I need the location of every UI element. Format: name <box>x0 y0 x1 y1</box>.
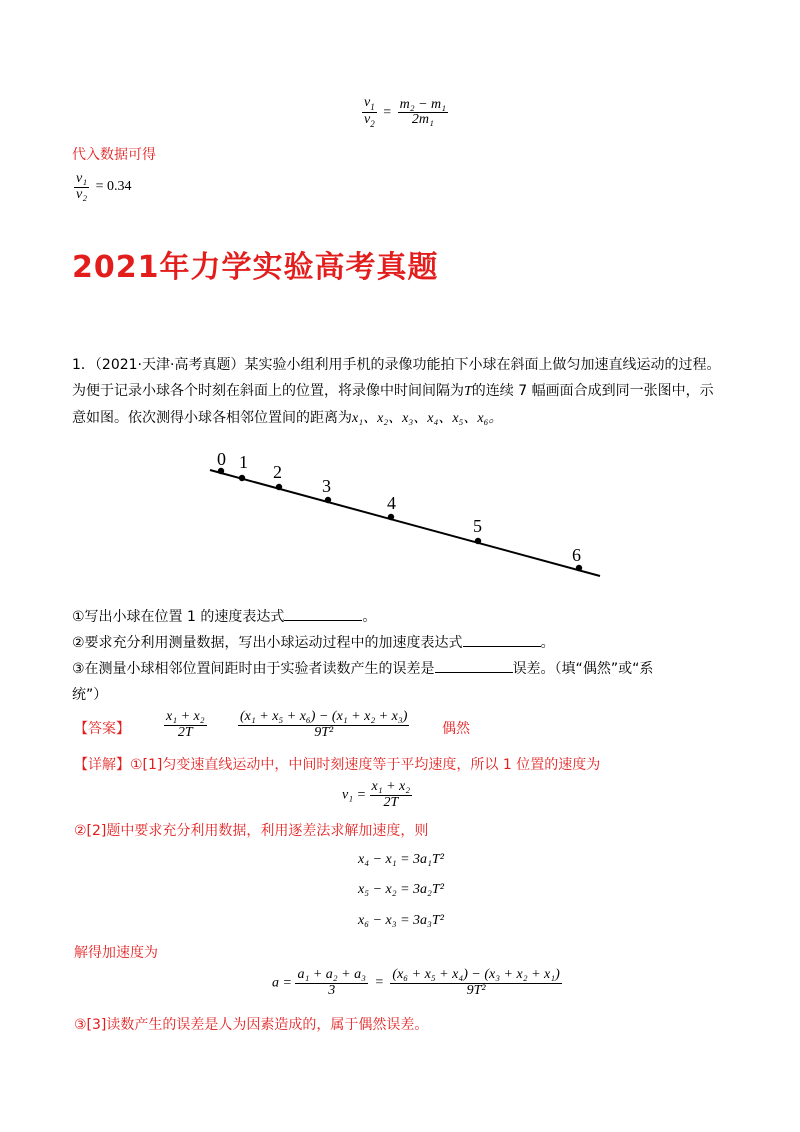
detail-p3: ③[3]读数产生的误差是人为因素造成的，属于偶然误差。 <box>74 1017 429 1033</box>
label-2: 2 <box>273 462 282 482</box>
incline-line <box>210 470 600 576</box>
answer-2: $\frac{\text{(x₁ + x₅ + x₆) − (x₁ + x₂ + x₃)}}{\text{9T²}}$ <box>240 709 408 740</box>
answer-blank-1[interactable] <box>284 606 362 621</box>
label-6: 6 <box>572 545 581 565</box>
ratio-equation: $\frac{v_1}{v_2}$ = $\frac{\text{m₂ − m₁}}{\text{2m₁}}$ <box>364 95 447 130</box>
answer-1: $\frac{\text{x₁ + x₂}}{2T}$ <box>166 709 205 740</box>
label-0: 0 <box>217 449 226 469</box>
substitute-text: 代入数据可得 <box>72 147 156 163</box>
v1-equation: v₁ = $\frac{\text{x₁ + x₂}}{2T}$ <box>342 779 411 810</box>
ball-position-6 <box>576 565 582 571</box>
solve-text: 解得加速度为 <box>74 945 158 961</box>
diff-equation-3: x₆ − x₃ = 3a₃T² <box>358 913 444 928</box>
label-1: 1 <box>239 452 248 472</box>
answer-blank-3[interactable] <box>435 658 513 673</box>
ratio-result: $\frac{\text{v₁}}{\text{v₂}}$ = 0.34 <box>76 171 132 202</box>
answer-blank-2[interactable] <box>463 632 541 647</box>
sub-question-1: ①写出小球在位置 1 的速度表达式 。 <box>72 604 732 630</box>
label-4: 4 <box>387 493 396 513</box>
ball-position-3 <box>325 497 331 503</box>
answer-label: 【答案】 <box>74 721 130 737</box>
diff-equation-2: x₅ − x₂ = 3a₂T² <box>358 882 444 897</box>
ball-position-1 <box>239 475 245 481</box>
ball-position-2 <box>276 484 282 490</box>
ratio-lhs: $\frac{v_1}{v_2}$ <box>364 95 375 130</box>
ratio-rhs: $\frac{\text{m₂ − m₁}}{\text{2m₁}}$ <box>399 96 447 128</box>
diff-equation-1: x₄ − x₁ = 3a₁T² <box>358 852 444 867</box>
label-3: 3 <box>322 476 331 496</box>
detail-p2: ②[2]题中要求充分利用数据，利用逐差法求解加速度，则 <box>74 823 429 839</box>
ball-position-5 <box>475 538 481 544</box>
acceleration-equation: a = $\frac{\text{a₁ + a₂ + a₃}}{3}$ = $\frac{\text{(x₆ + x₅ + x₄) − (x₃ + x₂ + x₁)}}{\text{9T²}}$ <box>272 967 560 998</box>
detail-p1: 【详解】①[1]匀变速直线运动中，中间时刻速度等于平均速度，所以 1 位置的速度为 <box>74 757 601 773</box>
incline-figure <box>200 445 610 585</box>
sub-questions: ①写出小球在位置 1 的速度表达式 。 ②要求充分利用测量数据，写出小球运动过程中的加速度表达式 。 ③在测量小球相邻位置间距时由于实验者读数产生的误差是 误差。（填“偶然”或“系 统”） <box>72 604 732 708</box>
question-stem: 1．（2021·天津·高考真题）某实验小组利用手机的录像功能拍下小球在斜面上做匀加速直线运动的过程。 为便于记录小球各个时刻在斜面上的位置，将录像中时间间隔为T的连续 7 幅画面合成到同一张图中，示 意如图。依次测得小球各相邻位置间的距离为x₁、x₂、x₃、x₄、x₅、x₆。 <box>72 357 721 426</box>
label-5: 5 <box>473 516 482 536</box>
sub-question-2: ②要求充分利用测量数据，写出小球运动过程中的加速度表达式 。 <box>72 630 732 656</box>
answer-3: 偶然 <box>442 721 470 737</box>
sub-question-3: ③在测量小球相邻位置间距时由于实验者读数产生的误差是 误差。（填“偶然”或“系 <box>72 656 732 682</box>
ball-position-4 <box>388 514 394 520</box>
section-title: 2021年力学实验高考真题 <box>72 250 439 285</box>
